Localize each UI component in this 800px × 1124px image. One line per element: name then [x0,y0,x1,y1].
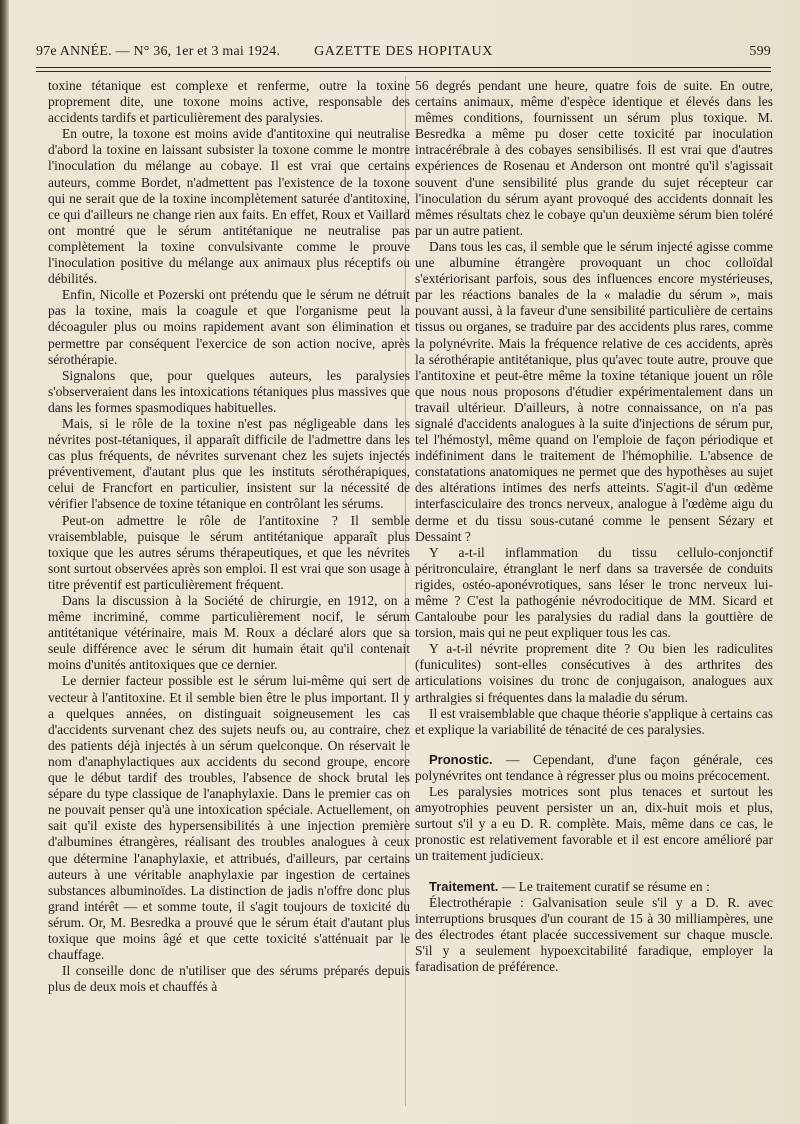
paragraph: Dans la discussion à la Société de chirurgie, en 1912, on a même incriminé, comme particulièrement nocif, le sérum antitétanique vétérinaire, mais M. Roux a déclaré alors que sa seule différence avec le sérum dit humain était qu'il contenait moins d'unités antitoxiques que ce dernier. [48,593,410,673]
paragraph: Y a-t-il névrite proprement dite ? Ou bien les radiculites (funiculites) sont-elles consécutives à des arthrites des articulations voisines du tronc de conjugaison, analogues aux arthralgies si fréquentes dans la maladie du sérum. [415,641,773,705]
paragraph: Électrothérapie : Galvanisation seule s'il y a D. R. avec interruptions brusques d'un courant de 15 à 30 milliampères, une des électrodes étant placée successivement sur chaque muscle. S'il y a seulement hypoexcitabilité faradique, employer la faradisation de préférence. [415,894,773,974]
section-heading: Pronostic. [429,751,493,767]
paragraph: Signalons que, pour quelques auteurs, les paralysies s'observeraient dans les intoxications tétaniques plus massives que dans les formes spasmodiques habituelles. [48,367,410,415]
paragraph: Dans tous les cas, il semble que le sérum injecté agisse comme une albumine étrangère provoquant un choc colloïdal s'extériorisant parfois, sous des influences encore mystérieuses, par les réactions banales de la « maladie du sérum », mais pouvant aussi, à la faveur d'une sensibilité particulière de certains tissus ou organes, se traduire par des accidents plus rares, comme la polynévrite. Mais la fréquence relative de ces accidents, après la sérothérapie antitétanique, plus qu'avec toute autre, prouve que l'antitoxine et peut-être même la toxine tétanique jouent un rôle que nous nous proposons d'étudier expérimentalement dans un travail ultérieur. D'ailleurs, à notre connaissance, on n'a pas signalé d'accidents analogues à la suite d'injections de sérum pur, tel l'hémostyl, même quand on l'emploie de façon périodique et indéfiniment dans le traitement de l'hémophilie. L'absence de constatations anatomiques ne permet que des hypothèses au sujet des altérations intimes des nerfs atteints. S'agit-il d'un œdème interfasciculaire des troncs nerveux, analogue à l'œdème aigu du derme et du tissu sous-cutané comme le pensent Sézary et Dessaint ? [415,238,773,544]
paragraph: toxine tétanique est complexe et renferme, outre la toxine proprement dite, une toxone moins active, responsable des accidents tardifs et particulièrement des paralysies. [48,78,410,126]
right-column [415,78,773,975]
section-pronostic [415,752,773,865]
header-rule-bottom [36,71,771,72]
paragraph: Enfin, Nicolle et Pozerski ont prétendu que le sérum ne détruit pas la toxine, mais la coagule et que l'organisme peut la décoaguler plus ou moins rapidement avant son élimination et permettre par conséquent l'exercice de son action nocive, après sérothérapie. [48,287,410,367]
paragraph: Mais, si le rôle de la toxine n'est pas négligeable dans les névrites post-tétaniques, il apparaît difficile de l'admettre dans les cas plus fréquents, de névrites survenant chez les sujets injectés préventivement, d'autant plus que les instituts sérothérapiques, celui de Francfort en particulier, insistent sur la nécessité de vérifier l'absence de toxine tétanique en contrôlant les sérums. [48,415,410,512]
header-rule-top [36,67,771,68]
paragraph: Le dernier facteur possible est le sérum lui-même qui sert de vecteur à l'antitoxine. Et il semble bien être le plus important. Il y a quelques années, on distinguait soigneusement les cas d'accidents survenant chez des sujets neufs ou, au contraire, chez des patients déjà injectés à un sérum quelconque. On réservait le nom d'anaphylactiques aux accidents du second groupe, encore que le début tardif des troubles, l'absence de shock brutal les sépare du type classique de l'anaphylaxie. Dans le premier cas on ne pouvait penser qu'à une intoxication spéciale. Actuellement, on sait qu'il existe des hypersensibilités à une injection première d'albumines étrangères, réalisant des troubles analogues à ceux que détermine l'anaphylaxie, et attribués, d'ailleurs, par certains auteurs à une véritable anaphylaxie par ingestion de certaines substances albuminoïdes. La distinction de jadis n'offre donc plus grand intérêt — et somme toute, il s'agit toujours de toxicité du sérum. Or, M. Besredka a prouvé que le sérum était d'autant plus toxique que moins âgé et que cette toxicité s'atténuait par le chauffage. [48,673,410,963]
section-traitement [415,879,773,976]
issue-line: 97e ANNÉE. — N° 36, 1er et 3 mai 1924. [36,44,281,59]
left-column [48,78,410,995]
paragraph-lead: — Cependant, d'une façon générale, ces polynévrites ont tendance à régresser plus ou moins précocement. [415,751,773,783]
section-heading: Traitement. [429,878,499,894]
page-number: 599 [749,44,771,59]
binding-edge [0,0,9,1124]
journal-title: GAZETTE DES HOPITAUX [314,44,493,59]
paragraph: 56 degrés pendant une heure, quatre fois de suite. En outre, certains animaux, même d'espèce identique et élevés dans les mêmes conditions, fournissent un sérum plus toxique. M. Besredka a même pu doser cette toxicité par inoculation intracérébrale à des cobayes sensibilisés. Il est vrai que d'autres expériences de Rosenau et Anderson ont montré qu'il s'agissait souvent d'une sensibilité plus grande du sujet récepteur car l'inoculation du sérum ayant provoqué des accidents donnait les mêmes résultats chez le cobaye qu'un deuxième sérum bien toléré par un autre patient. [415,78,773,238]
paragraph: Les paralysies motrices sont plus tenaces et surtout les amyotrophies peuvent persister un an, dix-huit mois et plus, surtout s'il y a eu D. R. complète. Mais, même dans ce cas, le pronostic est relativement favorable et il est encore amélioré par un traitement judicieux. [415,784,773,864]
paragraph: Il est vraisemblable que chaque théorie s'applique à certains cas et explique la variabilité de ténacité de ces paralysies. [415,705,773,737]
running-header [36,40,771,64]
paragraph: Il conseille donc de n'utiliser que des sérums préparés depuis plus de deux mois et chauffés à [48,963,410,995]
paragraph: En outre, la toxone est moins avide d'antitoxine qui neutralise d'abord la toxine en laissant subsister la toxone comme le montre l'inoculation du mélange au cobaye. Il est vrai que certains auteurs, comme Bordet, n'admettent pas l'existence de la toxone qui ne serait que de la toxine incomplètement saturée d'antitoxine, ce qui d'ailleurs ne change rien aux faits. En effet, Roux et Vaillard ont montré que le sérum antitétanique ne neutralise pas complètement la toxine convulsivante comme le prouve l'inoculation positive du mélange aux animaux plus réceptifs ou débilités. [48,126,410,287]
paragraph-lead: — Le traitement curatif se résume en : [498,878,710,894]
paragraph: Y a-t-il inflammation du tissu cellulo-conjonctif péritronculaire, étranglant le nerf dans sa traversée de conduits rigides, ostéo-aponévrotiques, sans léser le tronc nerveux lui-même ? C'est la pathogénie névrodocitique de MM. Sicard et Cantaloube pour les paralysies du radial dans la gouttière de torsion, mais qui ne peut expliquer tous les cas. [415,544,773,641]
paragraph: Peut-on admettre le rôle de l'antitoxine ? Il semble vraisemblable, puisque le sérum antitétanique apparaît plus toxique que les autres sérums thérapeutiques, et que les névrites sont surtout observées après son emploi. Il est vrai que son usage à titre préventif est particulièrement fréquent. [48,512,410,592]
